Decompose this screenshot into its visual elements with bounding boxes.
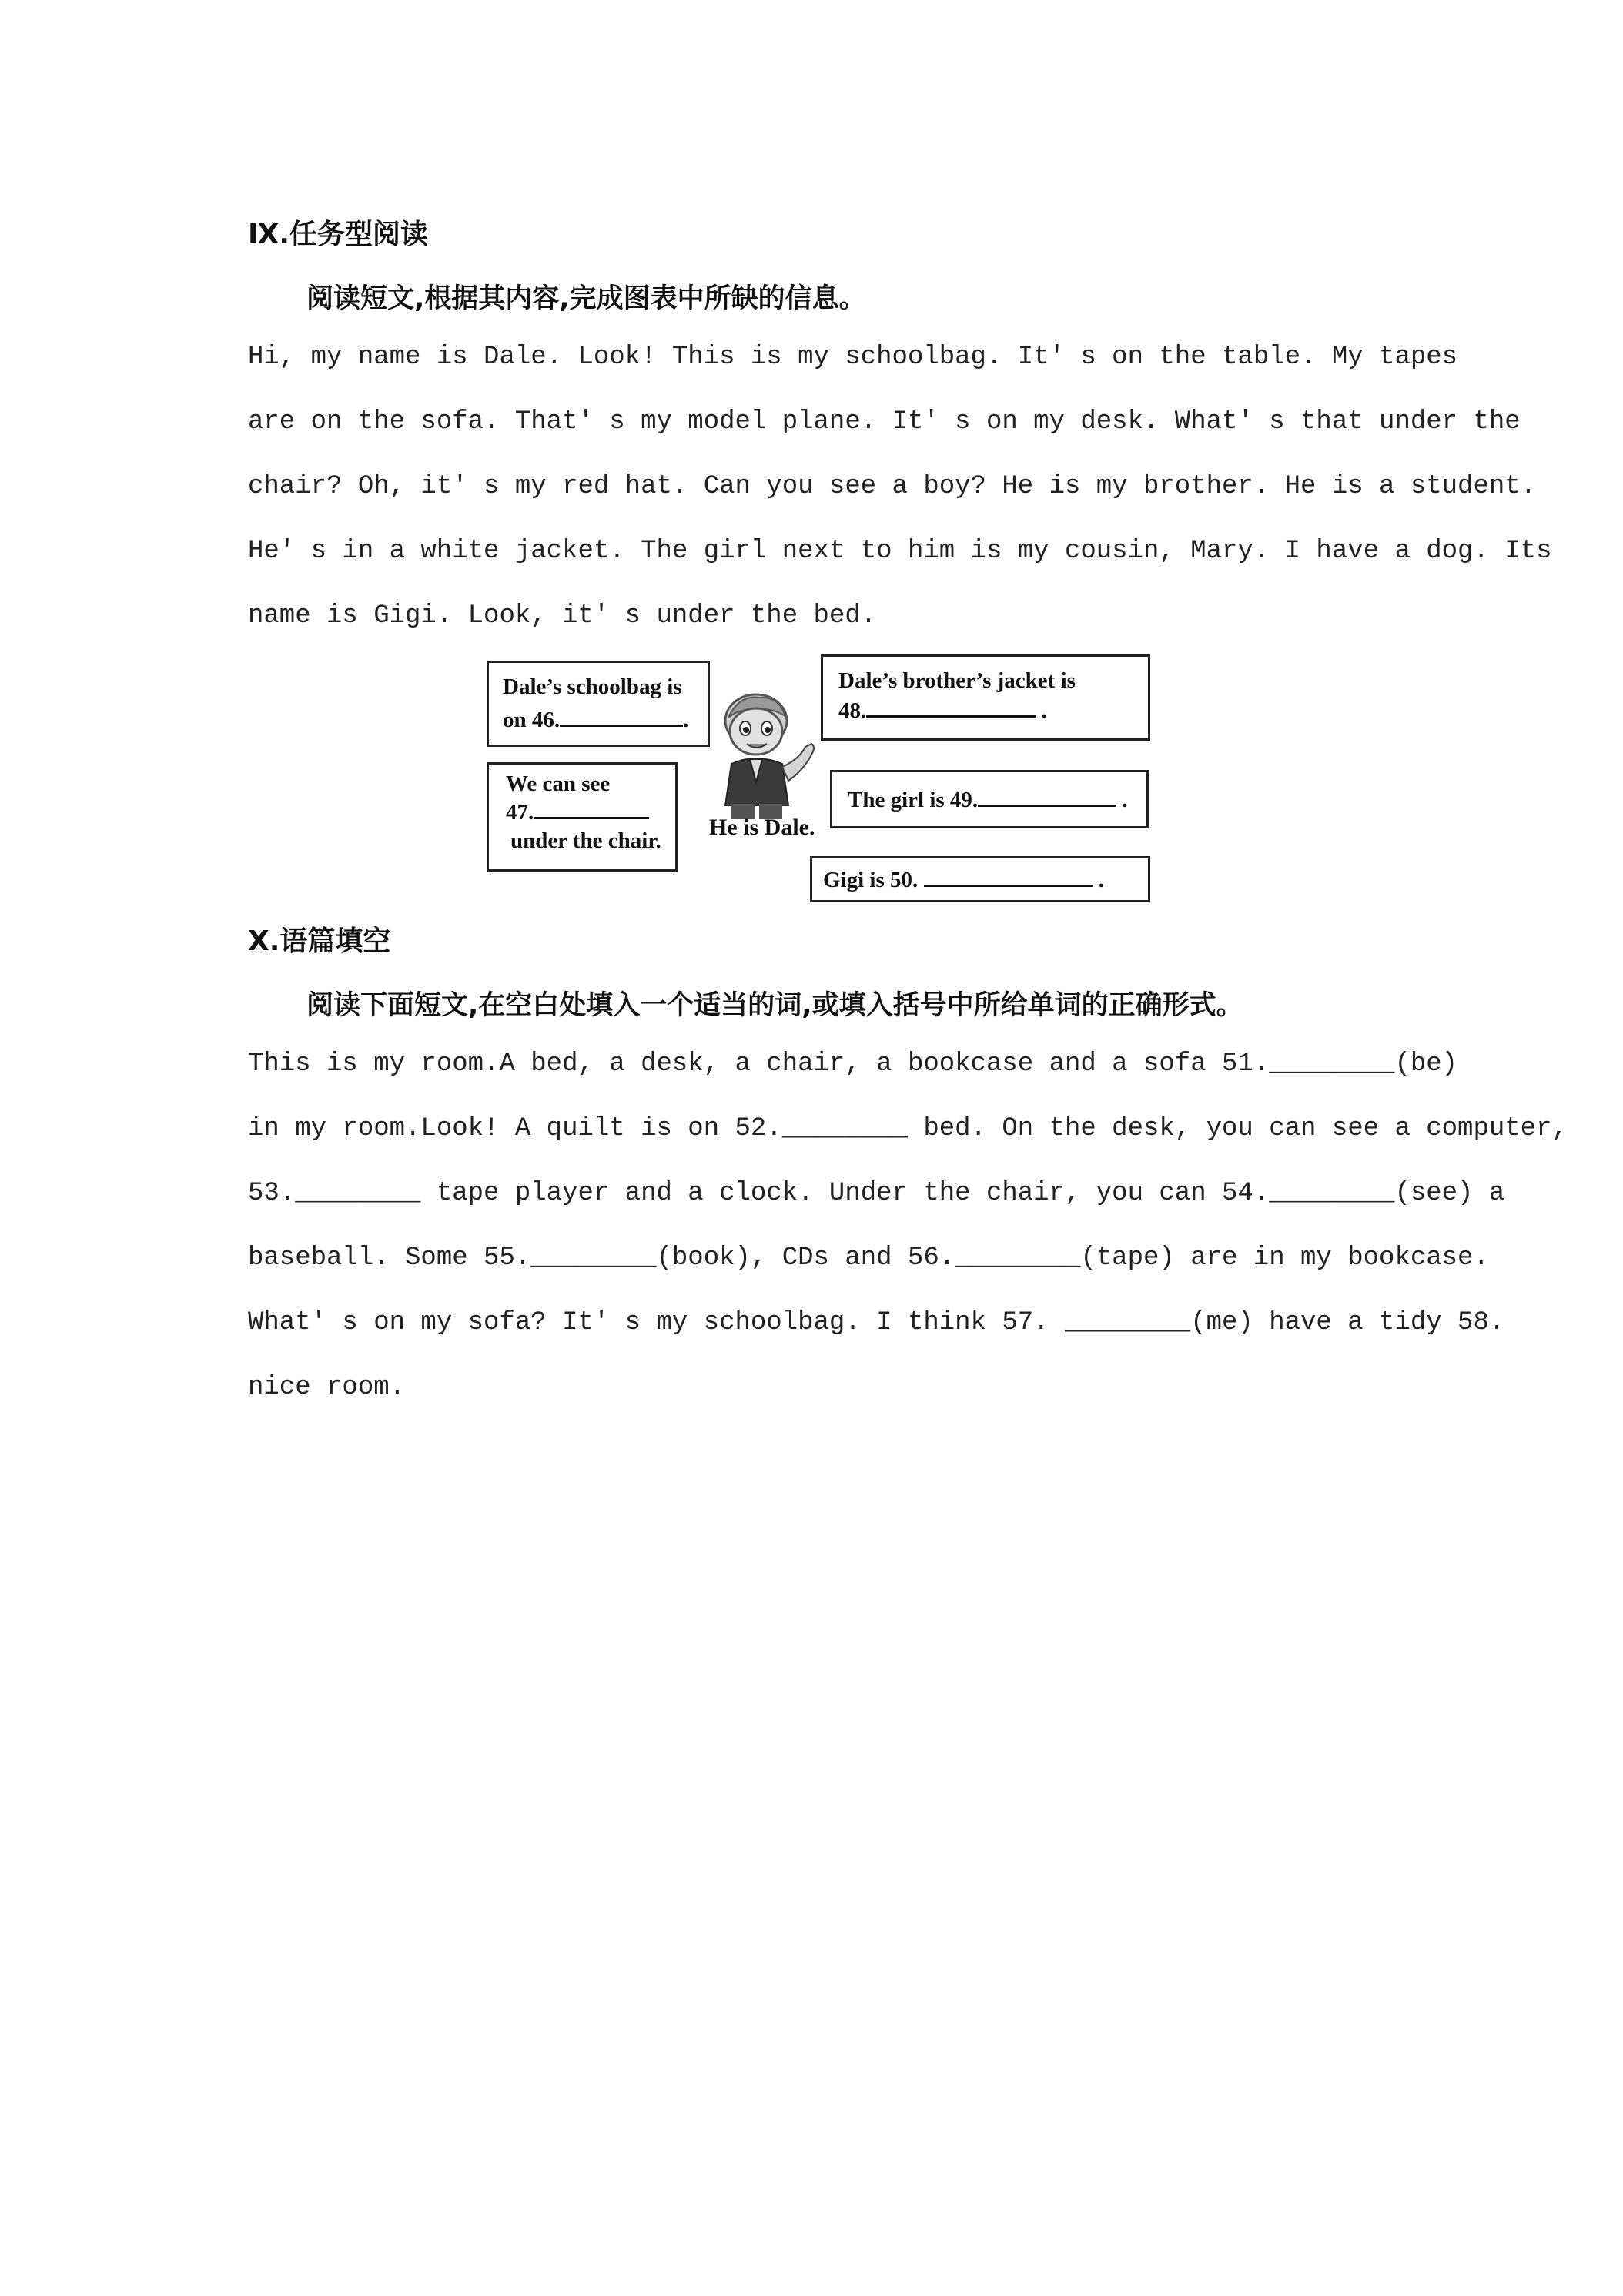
box-49-period: . xyxy=(1122,788,1128,812)
box-47-line1: We can see xyxy=(506,771,611,796)
box-46-line1: Dale’s schoolbag is xyxy=(503,674,682,699)
box-50-label: Gigi is 50. xyxy=(823,868,919,892)
box-49-line xyxy=(848,785,1128,815)
box-46-label: on 46. xyxy=(503,708,561,732)
box-47-line3: under the chair. xyxy=(510,828,661,853)
passage-line: He′ s in a white jacket. The girl next to him is my cousin, Mary. I have a dog. Its xyxy=(248,537,1552,566)
box-47-line2 xyxy=(506,797,649,827)
box-47 xyxy=(487,762,678,872)
passage-line: in my room.Look! A quilt is on 52.________ bed. On the desk, you can see a computer, xyxy=(248,1114,1568,1143)
diagram-caption: He is Dale. xyxy=(709,815,815,840)
blank-49[interactable] xyxy=(978,785,1116,807)
box-50 xyxy=(810,856,1150,902)
passage-line: nice room. xyxy=(248,1373,406,1402)
passage-line: name is Gigi. Look, it′ s under the bed. xyxy=(248,601,877,631)
box-49-label: The girl is 49. xyxy=(848,788,979,812)
blank-47[interactable] xyxy=(534,797,649,819)
blank-50[interactable] xyxy=(924,865,1093,887)
box-48-line1: Dale’s brother’s jacket is xyxy=(838,668,1076,693)
section-10-instruction: 阅读下面短文,在空白处填入一个适当的词,或填入括号中所给单词的正确形式。 xyxy=(306,990,1243,1021)
blank-46[interactable] xyxy=(560,705,683,727)
passage-line: chair? Oh, it′ s my red hat. Can you see a boy? He is my brother. He is a student. xyxy=(248,472,1537,501)
box-48-period: . xyxy=(1041,698,1047,723)
box-46 xyxy=(487,661,710,747)
box-50-line xyxy=(823,865,1104,895)
section-9-heading: Ⅸ.任务型阅读 xyxy=(248,219,429,250)
box-46-period: . xyxy=(683,708,689,732)
passage-line: 53.________ tape player and a clock. Under the chair, you can 54.________(see) a xyxy=(248,1179,1505,1208)
box-46-line2 xyxy=(503,705,688,735)
passage-line: Hi, my name is Dale. Look! This is my schoolbag. It′ s on the table. My tapes xyxy=(248,343,1458,372)
passage-line: baseball. Some 55.________(book), CDs and 56.________(tape) are in my bookcase. xyxy=(248,1243,1489,1273)
cartoon-boy-icon xyxy=(708,690,821,822)
section-9-instruction: 阅读短文,根据其内容,完成图表中所缺的信息。 xyxy=(306,283,866,314)
box-47-label: 47. xyxy=(506,800,534,825)
passage-line: What′ s on my sofa? It′ s my schoolbag. I think 57. ________(me) have a tidy 58. xyxy=(248,1308,1505,1337)
blank-48[interactable] xyxy=(866,695,1036,718)
box-48-line2 xyxy=(838,695,1047,725)
box-49 xyxy=(830,770,1149,828)
box-48 xyxy=(821,654,1150,741)
passage-line: This is my room.A bed, a desk, a chair, a bookcase and a sofa 51.________(be) xyxy=(248,1049,1458,1079)
section-10-heading: Ⅹ.语篇填空 xyxy=(248,925,391,957)
passage-line: are on the sofa. That′ s my model plane. It′ s on my desk. What′ s that under the xyxy=(248,407,1521,437)
box-50-period: . xyxy=(1098,868,1105,892)
box-48-label: 48. xyxy=(838,698,867,723)
